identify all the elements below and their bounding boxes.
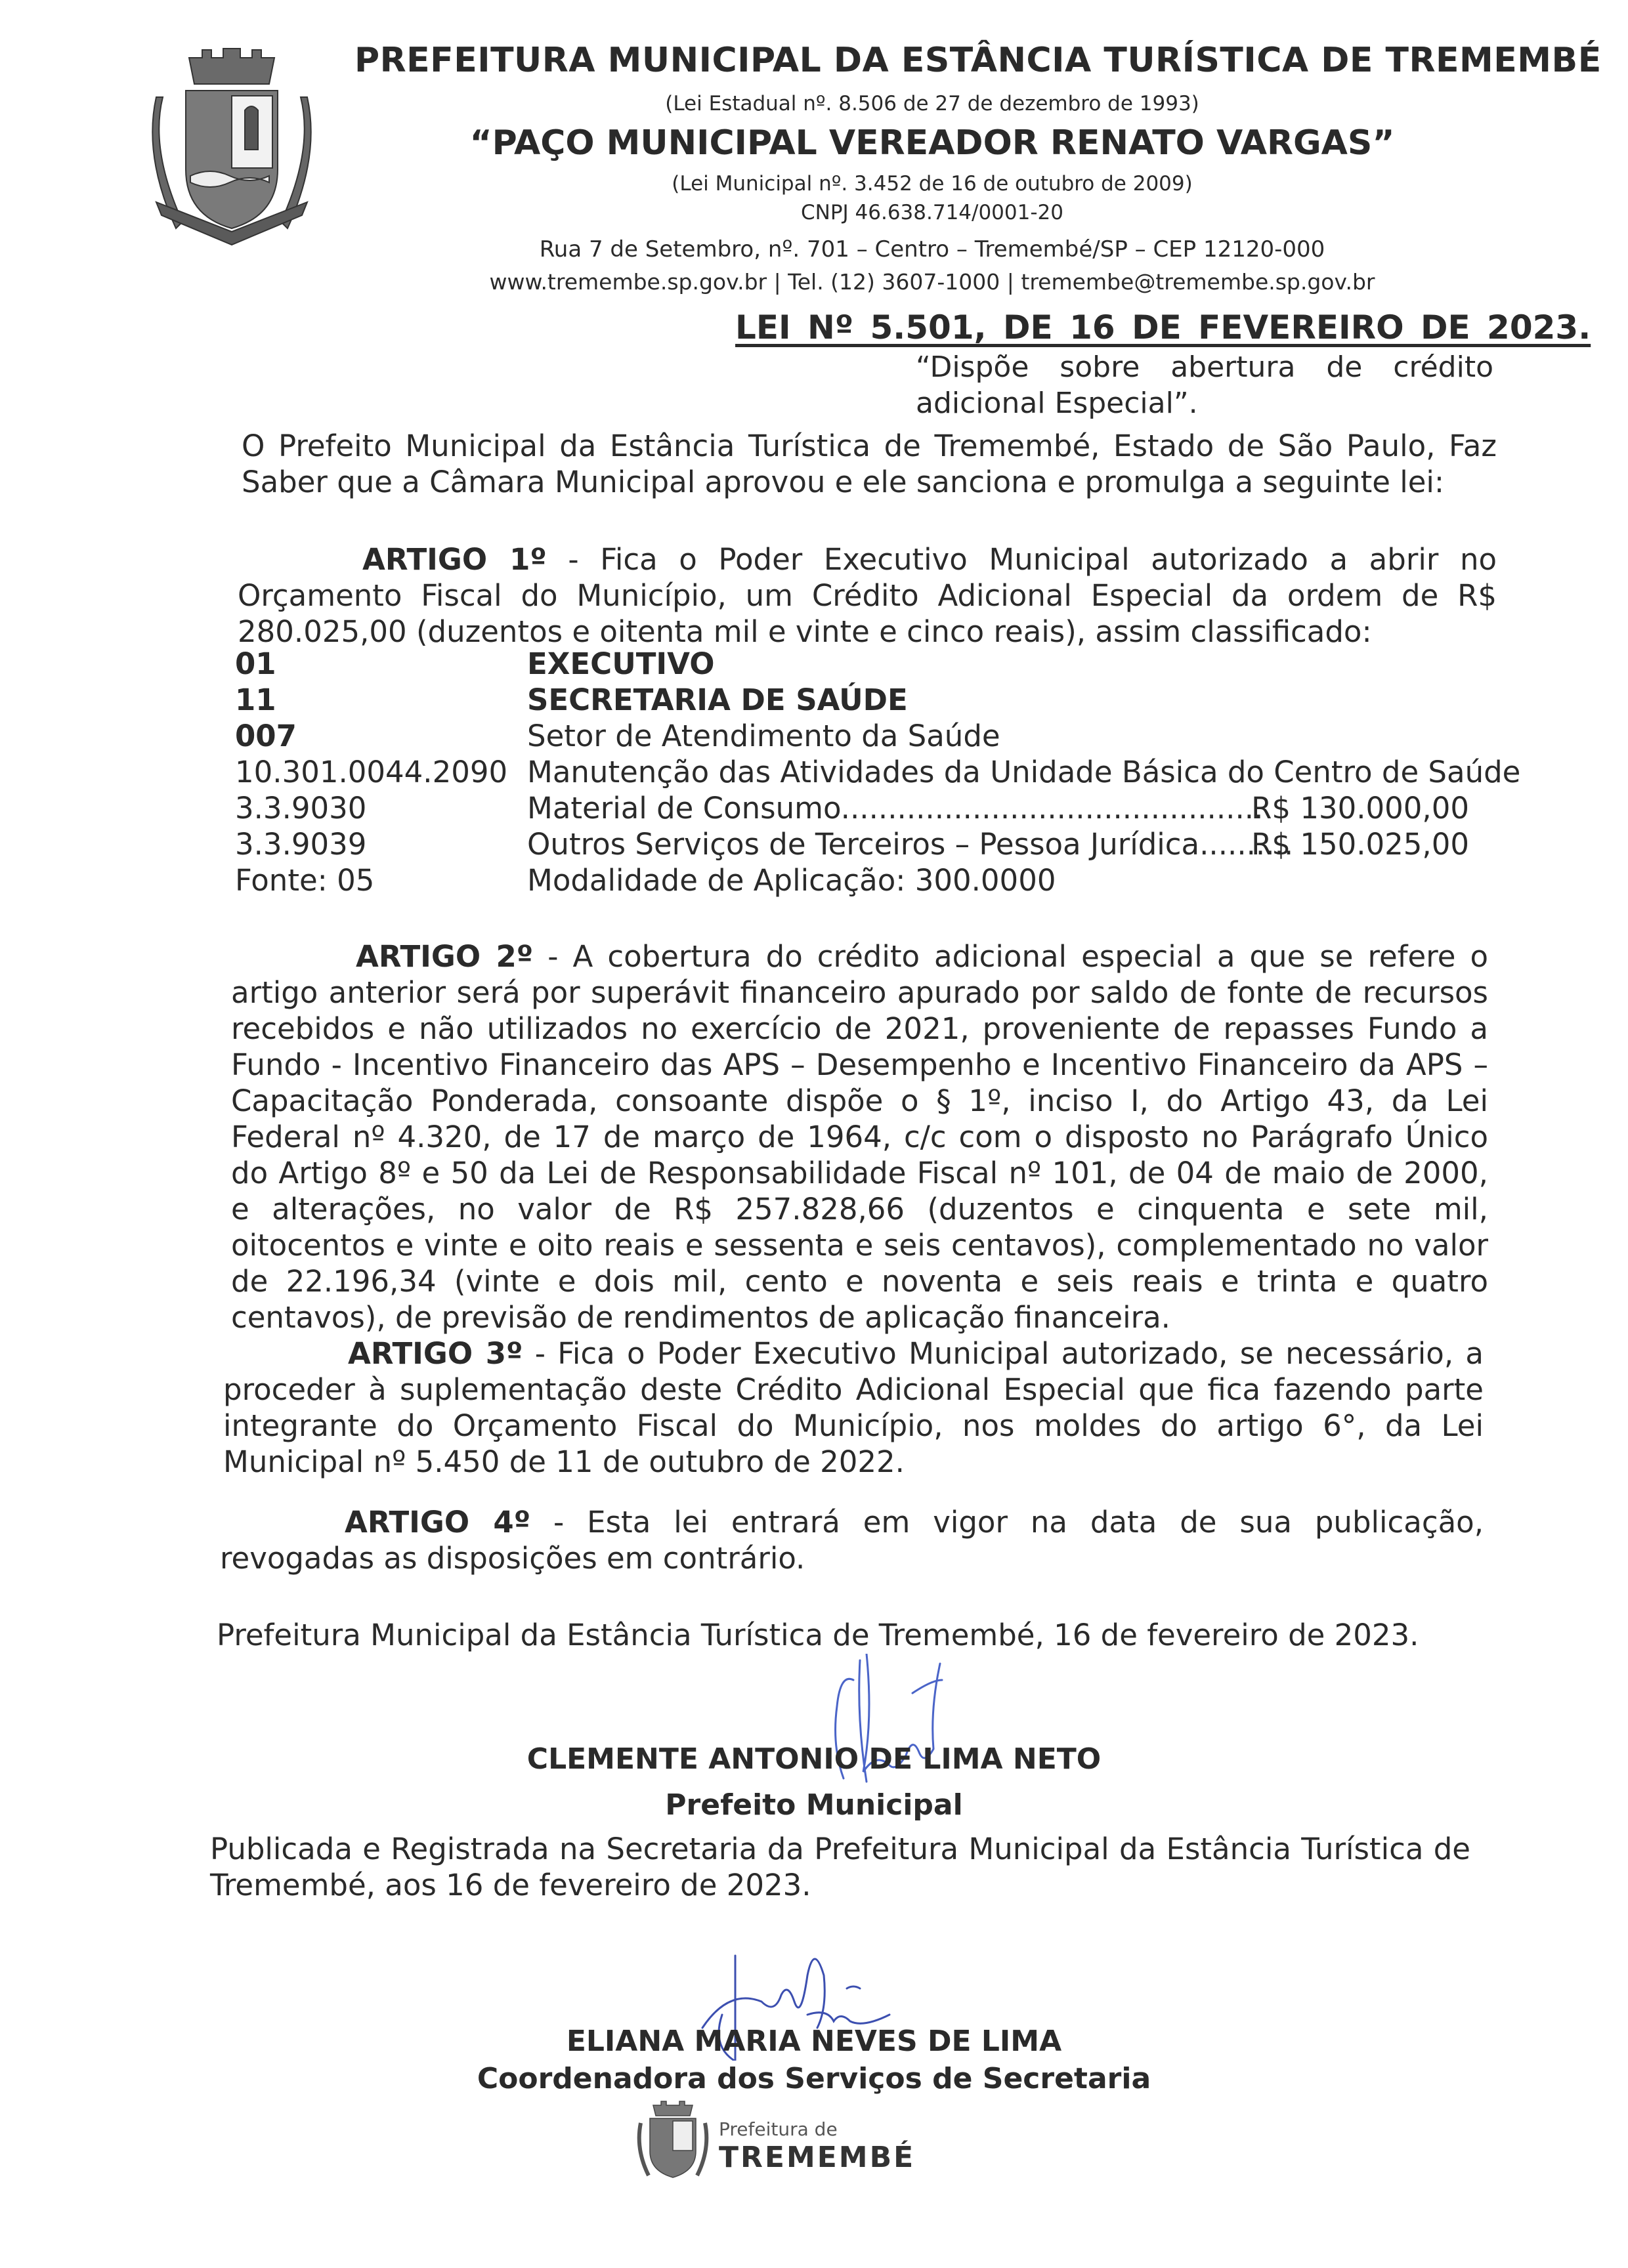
signatory-1-role: Prefeito Municipal — [665, 1788, 963, 1822]
classification-desc: Manutenção das Atividades da Unidade Básica do Centro de Saúde — [527, 755, 1521, 789]
header-state-law: (Lei Estadual nº. 8.506 de 27 de dezembro de 1993) — [665, 92, 1199, 116]
classification-desc: Setor de Atendimento da Saúde — [527, 719, 1000, 753]
classification-code: 007 — [235, 719, 297, 753]
classification-code: 01 — [235, 646, 276, 681]
header-contact: www.tremembe.sp.gov.br | Tel. (12) 3607-1000 | tremembe@tremembe.sp.gov.br — [489, 269, 1375, 295]
article-2-label: ARTIGO 2º — [356, 939, 534, 974]
publication-note: Publicada e Registrada na Secretaria da Prefeitura Municipal da Estância Turística de Tremembé, aos 16 de fevereiro de 2023. — [210, 1832, 1470, 1902]
article-2-text: - A cobertura do crédito adicional especial a que se refere o artigo anterior será por superávit financeiro apurado por saldo de fonte de recursos recebidos e não utilizados no exercício de 2021, proveniente de repasses Fundo a Fundo - Incentivo Financeiro das APS – Desempenho e Incentivo Financeiro da APS – Capacitação Ponderada, consoante dispõe o § 1º, inciso I, do Artigo 43, da Lei Federal nº 4.320, de 17 de março de 1964, c/c com o disposto no Parágrafo Único do Artigo 8º e 50 da Lei de Responsabilidade Fiscal nº 101, de 04 de maio de 2000, e alterações, no valor de R$ 257.828,66 (duzentos e cinquenta e sete mil, oitocentos e vinte e oito reais e sessenta e seis centavos), complementado no valor de 22.196,34 (vinte e dois mil, cento e noventa e seis reais e trinta e quatro centavos), de previsão de rendimentos de aplicação financeira. — [231, 939, 1488, 1335]
footer-logo-prefix: Prefeitura de — [719, 2118, 838, 2140]
classification-code: 3.3.9039 — [235, 827, 367, 862]
header-municipal-law: (Lei Municipal nº. 3.452 de 16 de outubro de 2009) — [672, 172, 1193, 196]
header-building-name: “PAÇO MUNICIPAL VEREADOR RENATO VARGAS” — [469, 123, 1395, 163]
coat-of-arms-icon — [150, 45, 314, 251]
footer-logo-name: TREMEMBÉ — [719, 2141, 916, 2174]
classification-row — [235, 682, 1482, 719]
article-4-label: ARTIGO 4º — [345, 1505, 531, 1540]
article-3-label: ARTIGO 3º — [348, 1336, 523, 1371]
classification-desc: EXECUTIVO — [527, 646, 715, 681]
article-3-text: - Fica o Poder Executivo Municipal autorizado, se necessário, a proceder à suplementação deste Crédito Adicional Especial que fica fazendo parte integrante do Orçamento Fiscal do Município, nos moldes do artigo 6°, da Lei Municipal nº 5.450 de 11 de outubro de 2022. — [223, 1336, 1484, 1479]
article-1 — [238, 541, 1497, 650]
article-4 — [220, 1504, 1484, 1576]
article-3 — [223, 1335, 1484, 1480]
article-4-text: - Esta lei entrará em vigor na data de sua publicação, revogadas as disposições em contrário. — [220, 1505, 1484, 1576]
law-title: LEI Nº 5.501, DE 16 DE FEVEREIRO DE 2023. — [735, 308, 1591, 346]
signatory-2-role: Coordenadora dos Serviços de Secretaria — [477, 2062, 1151, 2095]
classification-value: R$ 150.025,00 — [1251, 827, 1469, 862]
preamble: O Prefeito Municipal da Estância Turística de Tremembé, Estado de São Paulo, Faz Saber que a Câmara Municipal aprovou e ele sanciona e promulga a seguinte lei: — [242, 429, 1497, 499]
classification-desc: Material de Consumo............................................. — [527, 791, 1264, 826]
classification-row — [235, 719, 1482, 755]
closing-place-date: Prefeitura Municipal da Estância Turística de Tremembé, 16 de fevereiro de 2023. — [217, 1618, 1419, 1652]
classification-row — [235, 755, 1521, 791]
classification-code: Fonte: 05 — [235, 863, 375, 898]
article-1-text: - Fica o Poder Executivo Municipal autorizado a abrir no Orçamento Fiscal do Município, um Crédito Adicional Especial da ordem de R$ 280.025,00 (duzentos e oitenta mil e vinte e cinco reais), assim classificado: — [238, 542, 1497, 649]
article-2 — [231, 938, 1488, 1335]
law-ementa: “Dispõe sobre abertura de crédito adicional Especial”. — [916, 350, 1493, 420]
signatory-2-name: ELIANA MARIA NEVES DE LIMA — [566, 2025, 1062, 2058]
classification-code: 3.3.9030 — [235, 791, 367, 826]
classification-row — [235, 863, 1482, 899]
header-address: Rua 7 de Setembro, nº. 701 – Centro – Tremembé/SP – CEP 12120-000 — [539, 236, 1325, 262]
footer-coat-of-arms-icon — [637, 2100, 709, 2182]
classification-row — [235, 791, 1482, 827]
article-1-label: ARTIGO 1º — [362, 542, 547, 577]
classification-row — [235, 827, 1482, 863]
header-cnpj: CNPJ 46.638.714/0001-20 — [801, 201, 1063, 224]
classification-desc: Modalidade de Aplicação: 300.0000 — [527, 863, 1056, 898]
signatory-1-name: CLEMENTE ANTONIO DE LIMA NETO — [526, 1742, 1102, 1776]
header-title: PREFEITURA MUNICIPAL DA ESTÂNCIA TURÍSTICA DE TREMEMBÉ — [354, 41, 1602, 80]
classification-code: 11 — [235, 682, 276, 717]
classification-value: R$ 130.000,00 — [1251, 791, 1469, 826]
classification-desc: Outros Serviços de Terceiros – Pessoa Jurídica.......... — [527, 827, 1294, 862]
classification-code: 10.301.0044.2090 — [235, 755, 508, 789]
classification-row — [235, 646, 1482, 682]
classification-desc: SECRETARIA DE SAÚDE — [527, 682, 908, 717]
